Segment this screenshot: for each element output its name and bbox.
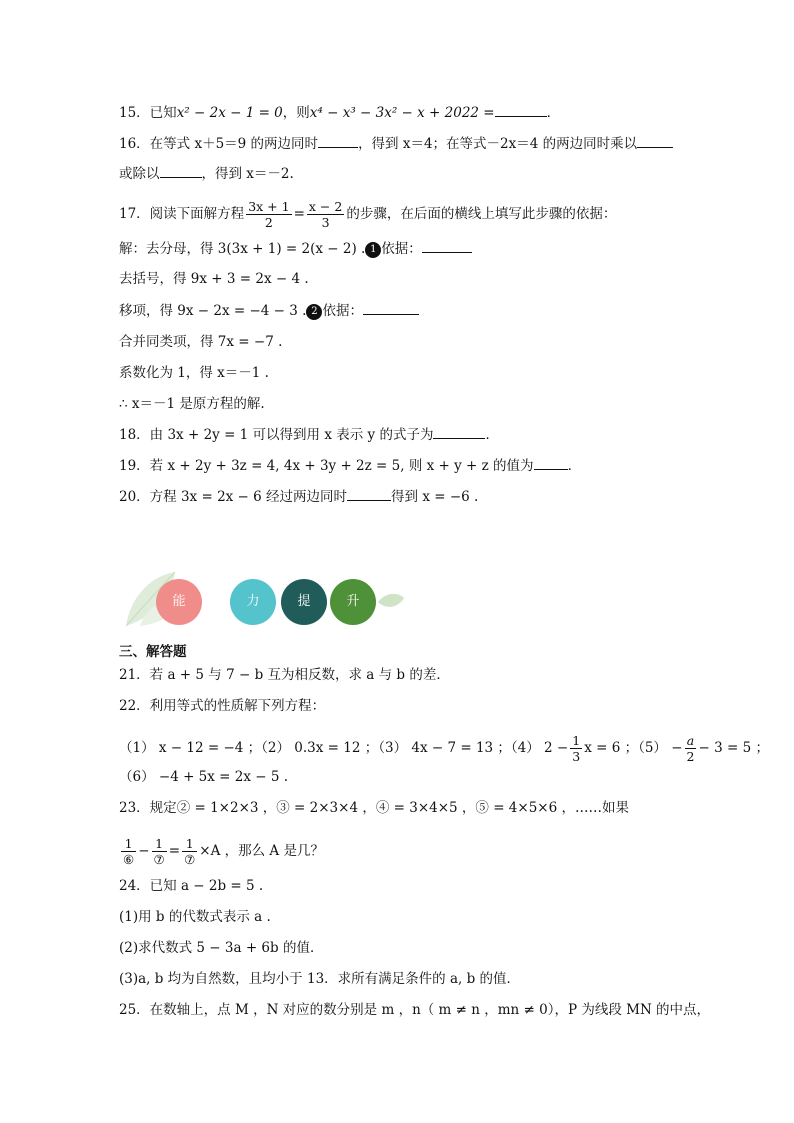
question-24-part3: (3)a, b 均为自然数，且均小于 13．求所有满足条件的 a, b 的值． (119, 971, 521, 987)
question-15: 15．已知x² − 2x − 1 = 0，则x⁴ − x³ − 3x² − x + 2022 = ． (119, 105, 561, 121)
q15-expression: x⁴ − x³ − 3x² − x + 2022 = (309, 105, 495, 121)
question-24-title: 24．已知 a − 2b = 5 . (119, 878, 264, 894)
banner-bubble-1: 能 (156, 579, 202, 625)
q17-step4: 合并同类项，得 7x = −7 . (119, 334, 283, 350)
answer-blank (495, 104, 547, 117)
circled-2: 2 (306, 304, 322, 320)
fraction-a-over-2: $\frac{a}{2}$ (686, 733, 695, 764)
q17-step3: 移项，得 9x − 2x = −4 − 3 . 2 依据： (119, 302, 419, 320)
answer-blank (363, 302, 419, 315)
answer-blank (534, 457, 568, 470)
banner-bubble-2: 力 (230, 579, 276, 625)
q17-step1: 解：去分母，得 3(3x + 1) = 2(x − 2) . 1 依据： (119, 240, 472, 258)
answer-blank (318, 135, 358, 148)
q17-step5: 系数化为 1，得 x＝－1 . (119, 365, 269, 381)
fraction-one-third: $\frac{1}{3}$ (572, 733, 581, 764)
q17-step6: ∴ x＝－1 是原方程的解. (119, 396, 265, 412)
question-24-part1: (1)用 b 的代数式表示 a . (119, 909, 271, 925)
question-19: 19．若 x + 2y + 3z = 4, 4x + 3y + 2z = 5, 则 x + y + z 的值为 ． (119, 458, 582, 474)
question-17: 17．阅读下面解方程 $\frac{3x + 1}{2}$ = $\frac{x - 2}{3}$ 的步骤，在后面的横线上填写此步骤的依据： (119, 199, 617, 230)
answer-blank (422, 240, 472, 253)
answer-blank (433, 426, 485, 439)
banner-bubble-4: 升 (330, 579, 376, 625)
fraction-right: $\frac{x - 2}{3}$ (308, 199, 343, 230)
question-22-part6: （6） −4 + 5x = 2x − 5 . (119, 769, 289, 785)
answer-blank (637, 135, 673, 148)
fraction-1-over-7b: $\frac{1}{\text{⑦}}$ (184, 836, 196, 867)
question-16-line2: 或除以 ，得到 x＝－2. (119, 166, 294, 182)
question-21: 21．若 a + 5 与 7 − b 互为相反数，求 a 与 b 的差． (119, 667, 450, 683)
circled-1: 1 (365, 242, 381, 258)
question-22-title: 22．利用等式的性质解下列方程： (119, 698, 326, 714)
question-23-line1: 23．规定② = 1×2×3 ，③ = 2×3×4 ，④ = 3×4×5 ，⑤ = 4×5×6 ，……如果 (119, 800, 629, 816)
q17-step2: 去括号，得 9x + 3 = 2x − 4 . (119, 271, 309, 287)
question-25: 25．在数轴上，点 M ，N 对应的数分别是 m ，n（ m ≠ n ，mn ≠ 0），P 为线段 MN 的中点， (119, 1002, 711, 1018)
fraction-1-over-7: $\frac{1}{\text{⑦}}$ (153, 836, 165, 867)
section-title: 三、解答题 (119, 644, 187, 660)
answer-blank (347, 488, 391, 501)
q15-condition: x² − 2x − 1 = 0 (176, 105, 283, 121)
question-16-line1: 16．在等式 x＋5＝9 的两边同时 ，得到 x＝4；在等式－2x＝4 的两边同时乘以 (119, 135, 673, 153)
fraction-1-over-6: $\frac{1}{\text{⑥}}$ (123, 836, 135, 867)
question-20: 20．方程 3x = 2x − 6 经过两边同时 得到 x = −6 . (119, 489, 479, 505)
question-24-part2: (2)求代数式 5 − 3a + 6b 的值． (119, 940, 324, 956)
question-23-line2: $\frac{1}{\text{⑥}}$ − $\frac{1}{\text{⑦}}$ = $\frac{1}{\text{⑦}}$ ×A ，那么 A 是几？ (123, 836, 324, 867)
banner-bubble-3: 提 (281, 579, 327, 625)
ability-banner (120, 568, 410, 628)
question-18: 18．由 3x + 2y = 1 可以得到用 x 表示 y 的式子为 ． (119, 427, 499, 443)
answer-blank (160, 165, 202, 178)
question-22-parts: （1） x − 12 = −4 ；（2） 0.3x = 12 ；（3） 4x − 7 = 13 ；（4） 2 − $\frac{1}{3}$ x = 6 ；（5） − $\frac{a}{2}$ − 3 = 5 ； (119, 733, 769, 764)
fraction-left: $\frac{3x + 1}{2}$ (248, 199, 290, 230)
